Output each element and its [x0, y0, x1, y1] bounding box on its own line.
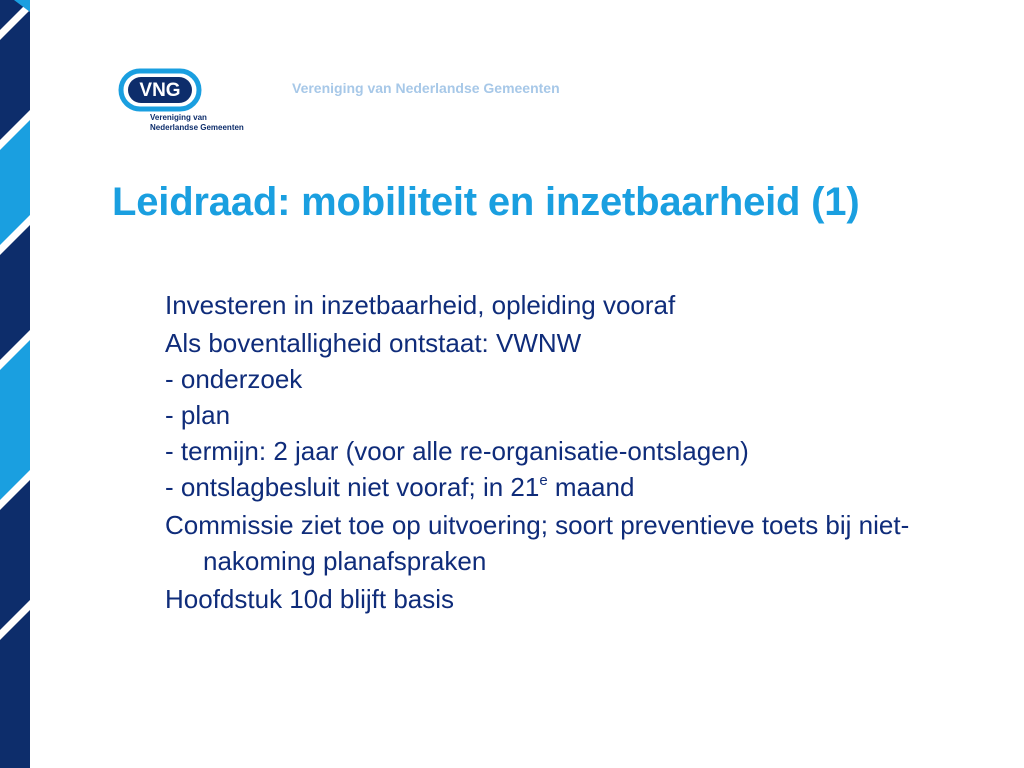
slide-content: [165, 287, 985, 619]
bullet-text: Hoofdstuk 10d blijft basis: [165, 584, 455, 614]
bullet-item: [165, 507, 985, 579]
bullet-text: Als boventalligheid ontstaat: VWNW: [165, 328, 582, 358]
slide-title: Leidraad: mobiliteit en inzetbaarheid (1): [112, 180, 860, 224]
bullet-item: [165, 581, 985, 617]
vng-logo: [118, 68, 278, 138]
logo-subtitle: [150, 113, 244, 133]
vng-logo-mark: [118, 68, 202, 112]
logo-subtitle-line1: Vereniging van: [150, 113, 207, 122]
bullet-text: Investeren in inzetbaarheid, opleiding vooraf: [165, 290, 676, 320]
bullet-item: [165, 287, 985, 323]
sub-item-text-end: maand: [547, 472, 635, 502]
organization-name: Vereniging van Nederlandse Gemeenten: [292, 80, 560, 96]
sub-item: - onderzoek: [165, 364, 303, 394]
logo-subtitle-line2: Nederlandse Gemeenten: [150, 123, 244, 132]
sub-item-text: - ontslagbesluit niet vooraf; in 21: [165, 472, 540, 502]
bullet-item: [165, 325, 985, 505]
sub-item: [165, 469, 985, 505]
left-decorative-band: [0, 0, 30, 768]
superscript: e: [539, 472, 548, 489]
bullet-text: Commissie ziet toe op uitvoering; soort preventieve toets bij niet-nakoming planafspraken: [165, 510, 910, 576]
sub-item: - plan: [165, 400, 231, 430]
logo-mark-text: VNG: [139, 80, 181, 101]
sub-item: - termijn: 2 jaar (voor alle re-organisatie-ontslagen): [165, 436, 749, 466]
